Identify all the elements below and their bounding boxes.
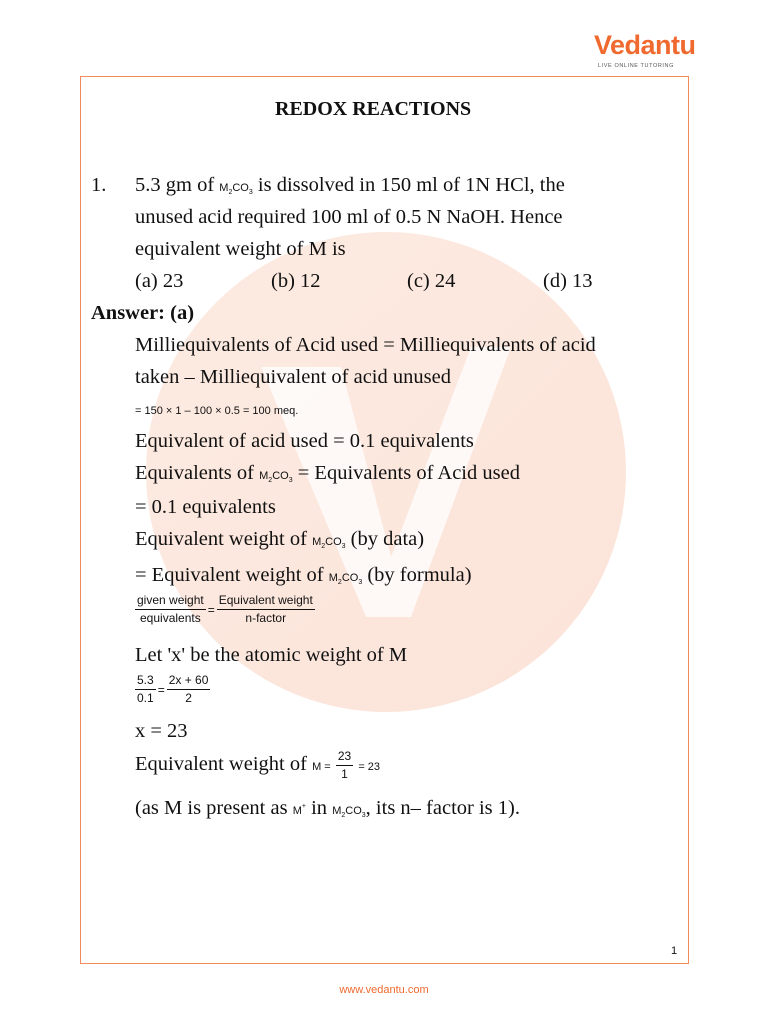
solution-line-8: Let 'x' be the atomic weight of M [135, 644, 408, 666]
solution-line-1: Milliequivalents of Acid used = Milliequivalents of acid [135, 334, 596, 356]
page-number: 1 [671, 945, 678, 957]
solution-line-10: Equivalent weight of M = $\frac{23}{1}$ = 23 [135, 749, 381, 781]
page-title: REDOX REACTIONS [275, 98, 472, 120]
option-c: (c) 24 [407, 270, 456, 292]
fraction-23-over-1: $\frac{23}{1}$ [337, 749, 352, 781]
fraction-equivalent-weight: $\frac{\text{Equivalent weight}}{\text{n-factor}}$ [218, 593, 313, 625]
solution-line-2: taken – Milliequivalent of acid unused [135, 366, 451, 388]
solution-line-5: = 0.1 equivalents [135, 496, 276, 518]
option-b: (b) 12 [271, 270, 321, 292]
question-line-2: unused acid required 100 ml of 0.5 N NaOH. Hence [135, 206, 563, 228]
solution-line-4: Equivalents of $M_2CO_3$ = Equivalents of Acid used [135, 462, 520, 484]
vedantu-logo [594, 30, 696, 72]
fraction-given-weight: $\frac{\text{given weight}}{\text{equivalents}}$ [137, 593, 204, 625]
formula-m2co3: $M_2CO_3$ [259, 470, 293, 484]
formula-m2co3: $M_2CO_3$ [219, 182, 253, 196]
solution-line-7: = Equivalent weight of $M_2CO_3$ (by formula) [135, 564, 472, 586]
question-post: is dissolved in 150 ml of 1N HCl, the [257, 174, 565, 196]
formula-m2co3: $M_2CO_3$ [328, 572, 363, 586]
option-d: (d) 13 [543, 270, 593, 292]
question-number: 1. [91, 174, 107, 196]
solution-calc: = 150 × 1 – 100 × 0.5 = 100 meq. [135, 405, 299, 417]
page-frame [80, 76, 689, 964]
solution-line-6: Equivalent weight of $M_2CO_3$ (by data) [135, 528, 425, 550]
question-pre: 5.3 gm of [135, 174, 215, 196]
answer-label: Answer: (a) [91, 302, 195, 324]
logo-tagline: LIVE ONLINE TUTORING [598, 63, 674, 69]
atomic-weight-equation: $\frac{5.3}{0.1}$ = $\frac{2x + 60}{2}$ [137, 673, 209, 705]
question-line-3: equivalent weight of M is [135, 238, 346, 260]
solution-line-9: x = 23 [135, 720, 188, 742]
option-a: (a) 23 [135, 270, 184, 292]
document-content [81, 77, 688, 963]
formula-m2co3: $M_2CO_3$ [312, 536, 346, 550]
solution-line-11: (as M is present as M+ in $M_2CO_3$, its n– factor is 1). [135, 797, 520, 819]
fraction-2x-plus-60: $\frac{2x + 60}{2}$ [168, 673, 209, 705]
solution-line-3: Equivalent of acid used = 0.1 equivalents [135, 430, 474, 452]
weight-formula: $\frac{\text{given weight}}{\text{equivalents}}$ = $\frac{\text{Equivalent weight}}{\text{n-factor}}$ [137, 593, 313, 625]
logo-wordmark: Vedantu [594, 30, 696, 60]
website-link[interactable]: www.vedantu.com [339, 984, 429, 996]
fraction-5-3-over-0-1: $\frac{5.3}{0.1}$ [137, 673, 154, 705]
formula-m2co3: $M_2CO_3$ [332, 805, 366, 819]
question-line-1 [135, 173, 565, 205]
